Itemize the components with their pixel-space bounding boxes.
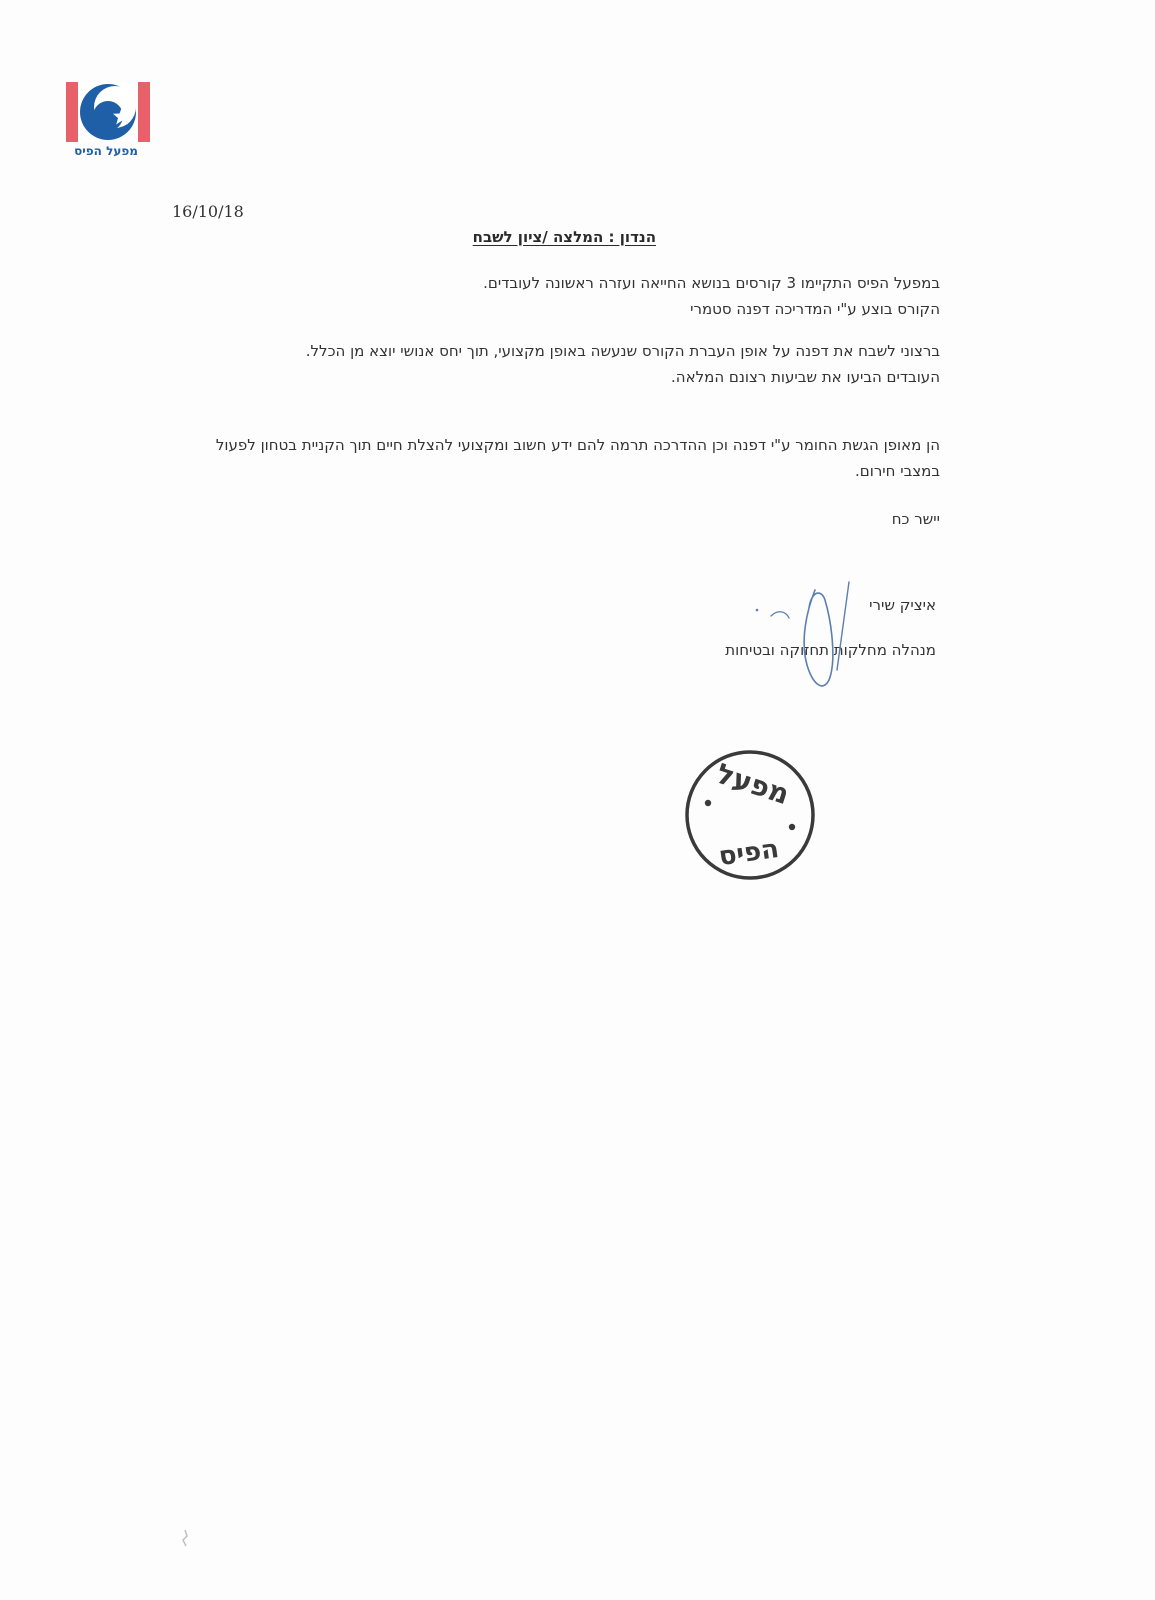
signer-name: איציק שירי xyxy=(869,596,936,614)
paragraph-1-line-2: הקורס בוצע ע"י המדריכה דפנה סטמרי xyxy=(690,300,940,318)
signer-title: מנהלה מחלקות תחזוקה ובטיחות xyxy=(725,641,936,659)
paragraph-2-line-1: ברצוני לשבח את דפנה על אופן העברת הקורס שנעשה באופן מקצועי, תוך יחס אנושי יוצא מן הכלל. xyxy=(305,342,940,360)
paragraph-3 xyxy=(190,432,940,484)
handwritten-signature xyxy=(745,580,865,695)
company-stamp xyxy=(678,745,822,885)
paragraph-2 xyxy=(190,338,940,390)
closing-text: יישר כח xyxy=(891,510,940,528)
stamp-text-bottom: הפיס xyxy=(716,834,781,873)
paragraph-3-line-1: הן מאופן הגשת החומר ע"י דפנה וכן ההדרכה תרמה להם ידע חשוב ומקצועי להצלת חיים תוך הקניית בטחון לפעול במצבי חירום. xyxy=(215,436,940,480)
stamp-text-top: מפעל xyxy=(712,756,794,812)
letter-date: 16/10/18 xyxy=(172,202,244,221)
paragraph-2-line-2: העובדים הביעו את שביעות רצונם המלאה. xyxy=(671,368,940,386)
paragraph-1 xyxy=(190,270,940,322)
scan-artifact xyxy=(178,1528,192,1548)
letter-subject: הנדון : המלצה /ציון לשבח xyxy=(472,228,656,246)
paragraph-1-line-1: במפעל הפיס התקיימו 3 קורסים בנושא החייאה ועזרה ראשונה לעובדים. xyxy=(483,274,940,292)
logo-caption: מפעל הפיס xyxy=(74,144,138,158)
